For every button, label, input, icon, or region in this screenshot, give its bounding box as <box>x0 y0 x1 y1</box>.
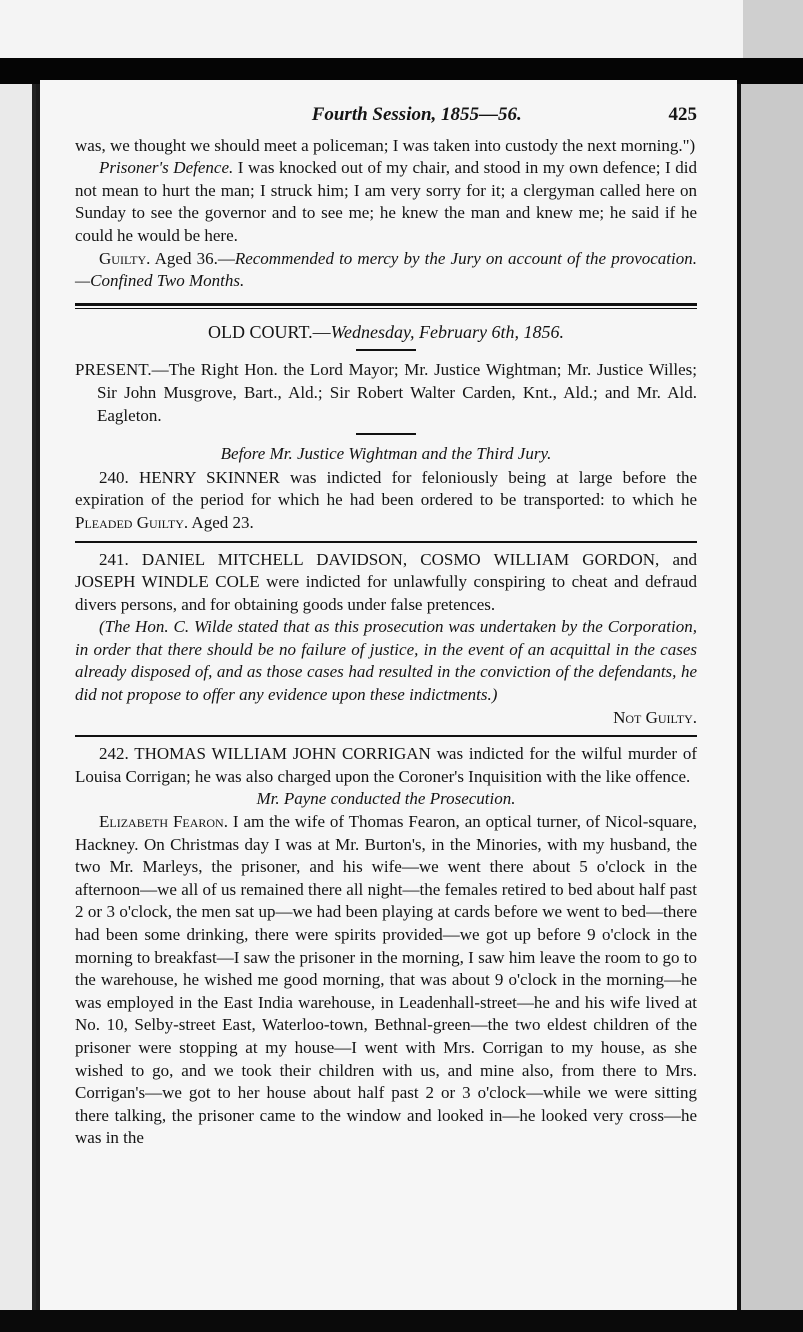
defence-paragraph <box>75 157 697 247</box>
page-number: 425 <box>668 104 697 125</box>
case-240-paragraph <box>75 467 697 535</box>
case-240-age: Aged 23. <box>188 512 254 532</box>
case-242-paragraph: 242. THOMAS WILLIAM JOHN CORRIGAN was indicted for the wilful murder of Louisa Corrigan; he was also charged upon the Coroner's Inquisition with the like offence. <box>75 744 697 786</box>
court-name: OLD COURT.— <box>208 321 331 342</box>
continuation-paragraph: was, we thought we should meet a policeman; I was taken into custody the next morning.") <box>75 135 696 155</box>
case-divider <box>75 541 697 543</box>
scan-shadow <box>743 0 803 58</box>
testimony-text: I am the wife of Thomas Fearon, an optical turner, of Nicol-square, Hackney. On Christmas day I was at Mr. Burton's, in the Minories, with my husband, the two Mr. Marleys, the prisoner, and his wife—we went there about 5 o'clock in the afternoon—we all of us remained there all night—the females retired to bed about half past 2 or 3 o'clock, the men sat up—we had been playing at cards before we went to bed—there had been some drinking, there were spirits provided—we got up before 9 o'clock in the morning to breakfast—I saw the prisoner in the morning, I saw him leave the room to go to the warehouse, he wished me good morning, that was about 9 o'clock in the morning—he was employed in the East India warehouse, in Leadenhall-street—he and his wife lived at No. 10, Selby-street East, Waterloo-town, Bethnal-green—the two eldest children of the prisoner were stopping at my house—I went with Mrs. Corrigan to my house, as she wished to go, and we took their children with us, and mine also, from there to Mrs. Corrigan's—we got to her house about half past 2 or 3 o'clock—while we were sitting there talking, the prisoner came to the window and looked in—he looked very cross—he was in the <box>75 812 697 1148</box>
case-241-paragraph: 241. DANIEL MITCHELL DAVIDSON, COSMO WILLIAM GORDON, and JOSEPH WINDLE COLE were indicted for unlawfully conspiring to cheat and defraud divers persons, and for obtaining goods under false pretences. <box>75 549 697 614</box>
court-date: Wednesday, February 6th, 1856. <box>330 321 564 342</box>
section-divider <box>75 303 697 309</box>
short-rule <box>356 349 416 351</box>
prosecution-line: Mr. Payne conducted the Prosecution. <box>256 789 516 809</box>
verdict-age: Aged 36.— <box>150 248 235 268</box>
session-title: Fourth Session, 1855—56. <box>311 104 522 125</box>
page-edge-line <box>737 84 741 1332</box>
document-page <box>40 80 737 1310</box>
defence-label: Prisoner's Defence. <box>99 158 234 178</box>
testimony-paragraph <box>75 811 697 1150</box>
running-header <box>75 104 697 127</box>
scan-top-margin <box>0 0 803 58</box>
witness-name: Elizabeth Fearon. <box>99 812 228 832</box>
present-paragraph: PRESENT.—The Right Hon. the Lord Mayor; Mr. Justice Wightman; Mr. Justice Willes; Sir John Musgrove, Bart., Ald.; Sir Robert Walter Carden, Knt., Ald.; and Mr. Ald. Eagleton. <box>75 360 697 425</box>
case-241-verdict: Not Guilty. <box>613 707 697 727</box>
scan-bottom-edge <box>0 1310 803 1332</box>
gutter-line <box>32 84 36 1332</box>
scan-right-margin <box>737 84 803 1332</box>
case-240-plea: Pleaded Guilty. <box>75 512 189 532</box>
defence-text: I was knocked out of my chair, and stood in my own defence; I did not mean to hurt the man; I struck him; I am very sorry for it; a clergyman called here on Sunday to see the governor and to see me; he knew the man and knew me; he said if he could he would be here. <box>75 158 697 245</box>
court-heading <box>75 321 697 344</box>
facing-page-edge <box>0 84 36 1332</box>
verdict-sentence: Recommended to mercy by the Jury on account of the provocation.—Confined Two Months. <box>75 248 697 291</box>
verdict-paragraph <box>75 248 697 293</box>
verdict-label: Guilty. <box>99 248 151 268</box>
case-divider <box>75 735 697 737</box>
short-rule <box>356 433 416 435</box>
case-241-note: (The Hon. C. Wilde stated that as this prosecution was undertaken by the Corporation, in order that there should be no failure of justice, in the event of an acquittal in the cases already disposed of, and as those cases had resulted in the conviction of the defendants, he did not propose to offer any evidence upon these indictments.) <box>75 617 697 705</box>
before-line: Before Mr. Justice Wightman and the Third Jury. <box>220 444 552 464</box>
case-240-text: 240. HENRY SKINNER was indicted for feloniously being at large before the expiration of the period for which he had been ordered to be transported: to which he <box>75 467 697 510</box>
